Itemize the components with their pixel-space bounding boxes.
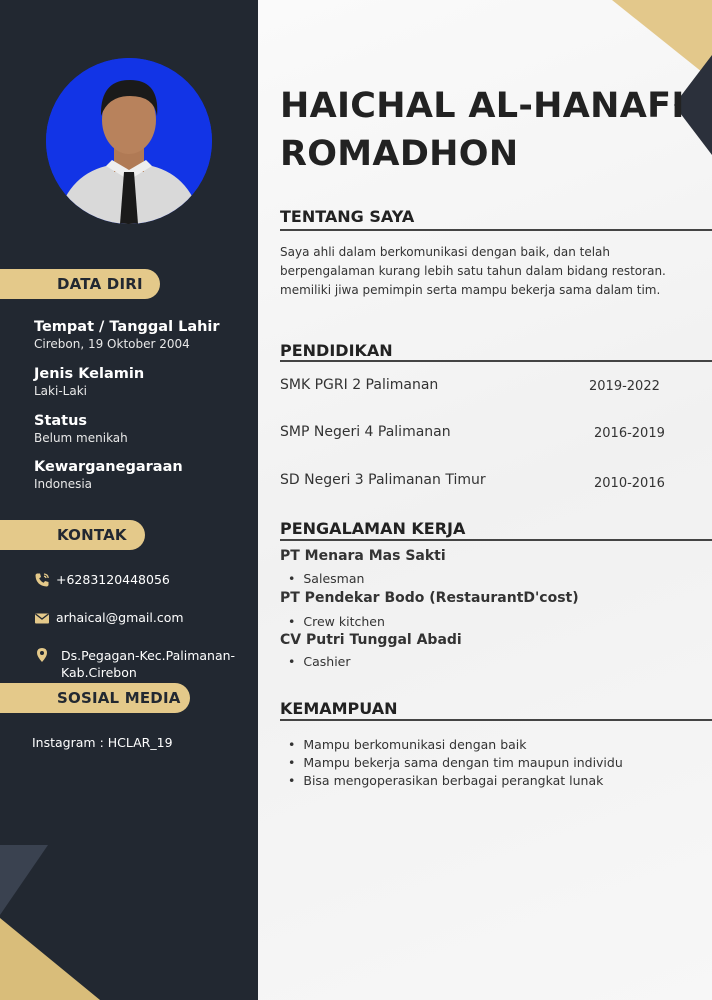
school-years: 2010-2016 xyxy=(594,476,665,491)
school-years: 2016-2019 xyxy=(594,426,665,441)
sosial-media-header: SOSIAL MEDIA xyxy=(0,683,190,713)
section-divider xyxy=(280,719,712,721)
section-divider xyxy=(280,539,712,541)
field-value: Cirebon, 19 Oktober 2004 xyxy=(34,337,190,351)
address-text xyxy=(61,647,235,681)
school-name: SMK PGRI 2 Palimanan xyxy=(280,377,439,393)
field-value: Laki-Laki xyxy=(34,384,87,398)
job-company: CV Putri Tunggal Abadi xyxy=(280,632,462,648)
profile-photo xyxy=(46,58,212,224)
instagram-handle: Instagram : HCLAR_19 xyxy=(32,735,173,750)
field-label: Status xyxy=(34,413,88,429)
mail-icon xyxy=(34,610,50,626)
decorative-triangle-gold xyxy=(0,918,100,1000)
address-line-2: Kab.Cirebon xyxy=(61,665,137,680)
address-contact xyxy=(34,647,235,681)
data-diri-header: DATA DIRI xyxy=(0,269,160,299)
education-item xyxy=(280,377,680,393)
job-role: • Crew kitchen xyxy=(288,614,385,629)
job-role: • Cashier xyxy=(288,654,351,669)
field-value: Belum menikah xyxy=(34,431,128,445)
school-name: SMP Negeri 4 Palimanan xyxy=(280,424,451,440)
experience-title: PENGALAMAN KERJA xyxy=(280,519,466,538)
name-line-1: HAICHAL AL-HANAFI xyxy=(280,86,685,126)
education-item xyxy=(280,424,680,440)
education-title: PENDIDIKAN xyxy=(280,341,393,360)
skills-title: KEMAMPUAN xyxy=(280,699,398,718)
education-item xyxy=(280,472,680,491)
citizenship-info xyxy=(34,458,183,493)
section-divider xyxy=(280,360,712,362)
field-label: Tempat / Tanggal Lahir xyxy=(34,319,220,335)
location-pin-icon xyxy=(34,647,50,663)
email-address: arhaical@gmail.com xyxy=(56,610,184,625)
address-line-1: Ds.Pegagan-Kec.Palimanan- xyxy=(61,648,236,663)
phone-contact xyxy=(34,572,170,588)
sidebar xyxy=(0,0,258,1000)
about-text xyxy=(280,243,700,300)
school-years: 2019-2022 xyxy=(589,379,660,394)
about-line: memiliki jiwa pemimpin serta mampu bekerja sama dalam tim. xyxy=(280,283,661,297)
phone-number: +6283120448056 xyxy=(56,572,170,587)
job-role: • Salesman xyxy=(288,571,364,586)
email-contact xyxy=(34,610,184,626)
field-label: Kewarganegaraan xyxy=(34,459,183,475)
job-company: PT Menara Mas Sakti xyxy=(280,548,446,564)
job-company: PT Pendekar Bodo (RestaurantD'cost) xyxy=(280,590,579,606)
skill-item: • Mampu bekerja sama dengan tim maupun individu xyxy=(288,755,623,770)
phone-icon xyxy=(34,572,50,588)
field-label: Jenis Kelamin xyxy=(34,366,145,382)
skill-item: • Mampu berkomunikasi dengan baik xyxy=(288,737,527,752)
skill-item: • Bisa mengoperasikan berbagai perangkat lunak xyxy=(288,773,603,788)
decorative-triangle-dark xyxy=(0,845,48,915)
field-value: Indonesia xyxy=(34,477,93,491)
status-info xyxy=(34,412,128,447)
about-line: Saya ahli dalam berkomunikasi dengan baik, dan telah xyxy=(280,245,611,259)
kontak-header: KONTAK xyxy=(0,520,145,550)
school-name: SD Negeri 3 Palimanan Timur xyxy=(280,472,486,488)
about-line: berpengalaman kurang lebih satu tahun dalam bidang restoran. xyxy=(280,264,666,278)
about-title: TENTANG SAYA xyxy=(280,207,415,226)
birth-info xyxy=(34,318,220,353)
full-name xyxy=(280,82,685,178)
section-divider xyxy=(280,229,712,231)
gender-info xyxy=(34,365,144,400)
name-line-2: ROMADHON xyxy=(280,134,519,174)
